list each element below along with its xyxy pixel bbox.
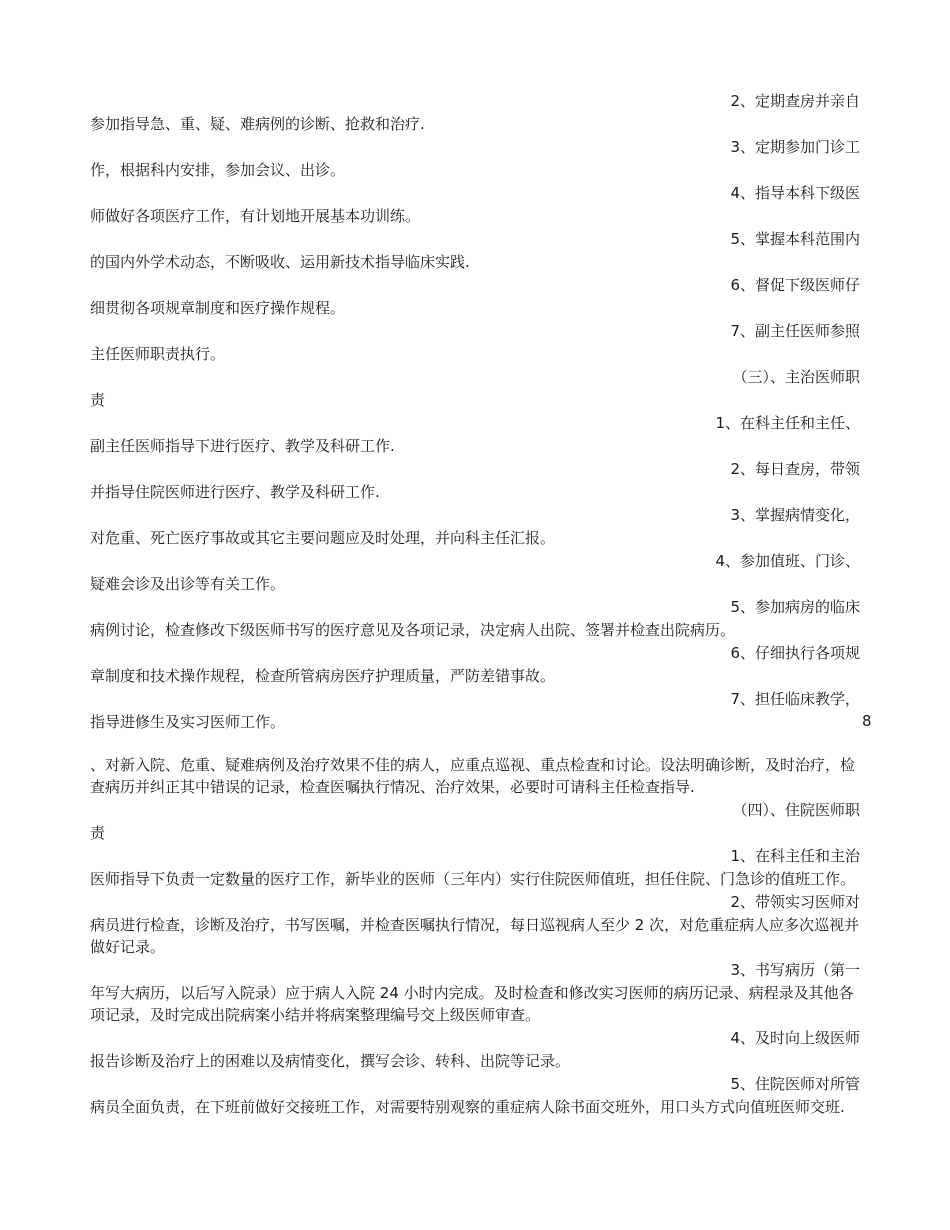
- item-heading-fragment: 5、住院医师对所管: [730, 1075, 860, 1093]
- item-heading-fragment: 7、担任临床教学，: [730, 690, 860, 708]
- document-body: [90, 90, 860, 1119]
- paragraph-text: 责: [90, 391, 106, 409]
- item-heading-fragment: 4、指导本科下级医: [730, 184, 860, 202]
- item-heading-fragment: （四）、住院医师职: [732, 801, 860, 819]
- paragraph-text: 章制度和技术操作规程，检查所管病房医疗护理质量，严防差错事故。: [90, 667, 556, 685]
- item-heading-fragment: 4、参加值班、门诊、: [715, 552, 860, 570]
- paragraph-text: 年写大病历，以后写入院录）应于病人入院 24 小时内完成。及时检查和修改实习医师的病历记录、病程录及其他各项记录，及时完成出院病案小结并将病案整理编号交上级医师审查。: [90, 984, 854, 1024]
- paragraph-text: 病例讨论，检查修改下级医师书写的医疗意见及各项记录，决定病人出院、签署并检查出院病历。: [90, 621, 736, 639]
- item-heading-fragment: 6、督促下级医师仔: [730, 276, 860, 294]
- item-heading-fragment: 2、每日查房，带领: [730, 460, 860, 478]
- page-number: 8: [862, 712, 872, 730]
- item-heading-fragment: 7、副主任医师参照: [730, 322, 860, 340]
- item-heading-fragment: 5、参加病房的临床: [730, 598, 860, 616]
- paragraph-text: 的国内外学术动态，不断吸收、运用新技术指导临床实践.: [90, 253, 470, 271]
- paragraph-text: 副主任医师指导下进行医疗、教学及科研工作.: [90, 437, 395, 455]
- item-heading-fragment: 1、在科主任和主任、: [715, 414, 860, 432]
- paragraph-text: 、对新入院、危重、疑难病例及治疗效果不佳的病人，应重点巡视、重点检查和讨论。设法明确诊断，及时治疗，检查病历并纠正其中错误的记录，检查医嘱执行情况、治疗效果，必要时可请科主任检查指导.: [90, 756, 856, 796]
- item-heading-fragment: 5、掌握本科范围内: [730, 230, 860, 248]
- paragraph-text: 细贯彻各项规章制度和医疗操作规程。: [90, 299, 346, 317]
- paragraph-text: 病员进行检查，诊断及治疗，书写医嘱，并检查医嘱执行情况，每日巡视病人至少 2 次，对危重症病人应多次巡视并做好记录。: [90, 916, 860, 956]
- paragraph-text: 参加指导急、重、疑、难病例的诊断、抢救和治疗.: [90, 115, 425, 133]
- item-heading-fragment: （三）、主治医师职: [732, 368, 860, 386]
- paragraph-text: 主任医师职责执行。: [90, 345, 226, 363]
- item-heading-fragment: 2、带领实习医师对: [730, 893, 860, 911]
- item-heading-fragment: 3、书写病历（第一: [730, 961, 860, 979]
- paragraph-text: 责: [90, 824, 106, 842]
- paragraph-text: 对危重、死亡医疗事故或其它主要问题应及时处理，并向科主任汇报。: [90, 529, 556, 547]
- paragraph-text: 医师指导下负责一定数量的医疗工作，新毕业的医师（三年内）实行住院医师值班，担任住院、门急诊的值班工作。: [90, 870, 856, 888]
- item-heading-fragment: 2、定期查房并亲自: [730, 92, 860, 110]
- paragraph-text: 并指导住院医师进行医疗、教学及科研工作.: [90, 483, 380, 501]
- item-heading-fragment: 3、定期参加门诊工: [730, 138, 860, 156]
- item-heading-fragment: 6、仔细执行各项规: [730, 644, 860, 662]
- paragraph-text: 疑难会诊及出诊等有关工作。: [90, 575, 286, 593]
- item-heading-fragment: 4、及时向上级医师: [730, 1029, 860, 1047]
- paragraph-text: 报告诊断及治疗上的困难以及病情变化，撰写会诊、转科、出院等记录。: [90, 1052, 571, 1070]
- item-heading-fragment: 3、掌握病情变化，: [730, 506, 860, 524]
- paragraph-text: 病员全面负责，在下班前做好交接班工作，对需要特别观察的重症病人除书面交班外，用口头方式向值班医师交班.: [90, 1098, 845, 1116]
- item-heading-fragment: 1、在科主任和主治: [730, 847, 860, 865]
- paragraph-text: 师做好各项医疗工作，有计划地开展基本功训练。: [90, 207, 421, 225]
- paragraph-text: 作，根据科内安排，参加会议、出诊。: [90, 161, 346, 179]
- paragraph-text: 指导进修生及实习医师工作。: [90, 713, 286, 731]
